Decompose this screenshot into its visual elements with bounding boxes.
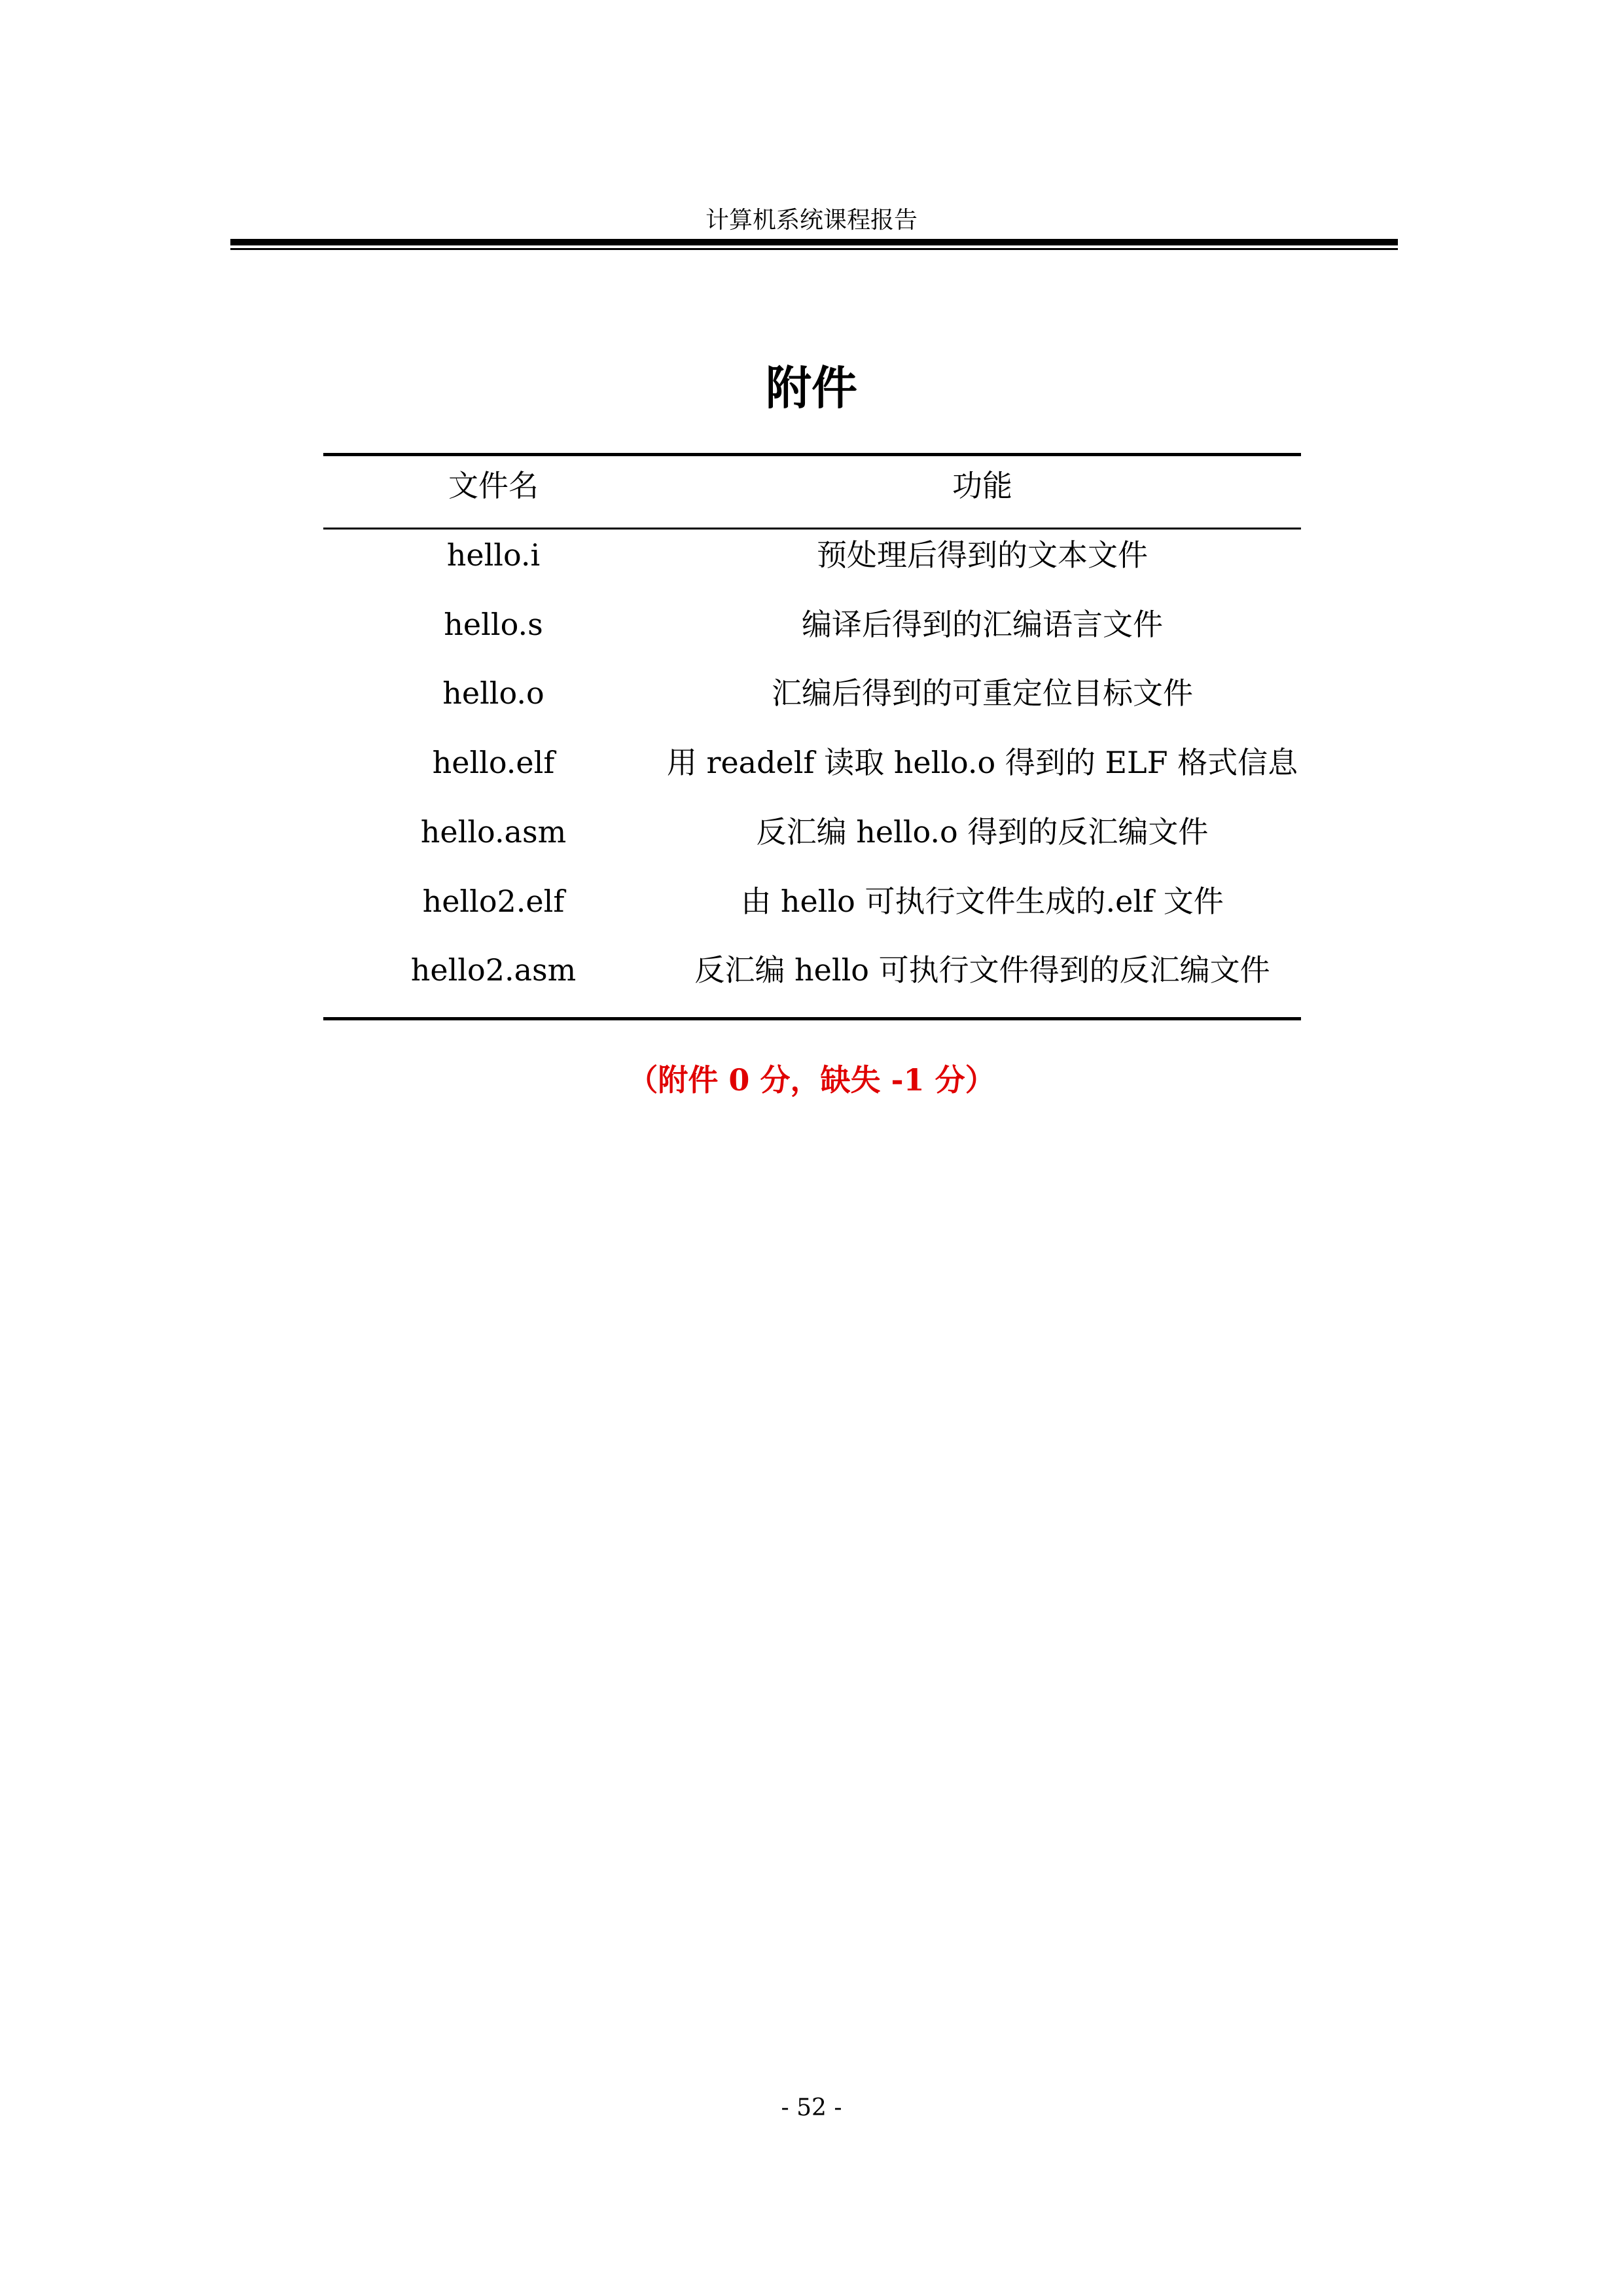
column-header-filename: 文件名 [448,468,539,503]
page-header-title: 计算机系统课程报告 [705,207,918,234]
filename-cell: hello.o [442,675,544,711]
filename-cell: hello2.asm [410,952,577,988]
function-cell: 反汇编 hello 可执行文件得到的反汇编文件 [694,952,1270,988]
filename-cell: hello.i [446,537,541,573]
function-cell: 汇编后得到的可重定位目标文件 [772,675,1193,711]
function-cell: 用 readelf 读取 hello.o 得到的 ELF 格式信息 [666,745,1298,780]
function-cell: 预处理后得到的文本文件 [817,537,1148,573]
header-rule-thin [230,248,1398,250]
table-header-rule [323,528,1301,529]
filename-cell: hello.asm [420,814,567,850]
filename-cell: hello2.elf [422,884,565,919]
function-cell: 反汇编 hello.o 得到的反汇编文件 [756,814,1209,850]
header-rule-thick [230,239,1398,245]
filename-cell: hello.elf [432,745,555,780]
column-header-function: 功能 [952,468,1012,503]
section-title: 附件 [766,361,857,415]
function-cell: 由 hello 可执行文件生成的.elf 文件 [741,884,1224,919]
page-number: - 52 - [781,2094,842,2121]
table-top-rule [323,453,1301,456]
filename-cell: hello.s [444,607,543,642]
function-cell: 编译后得到的汇编语言文件 [802,607,1163,642]
scoring-note: （附件 0 分，缺失 -1 分） [628,1062,995,1098]
table-bottom-rule [323,1017,1301,1020]
